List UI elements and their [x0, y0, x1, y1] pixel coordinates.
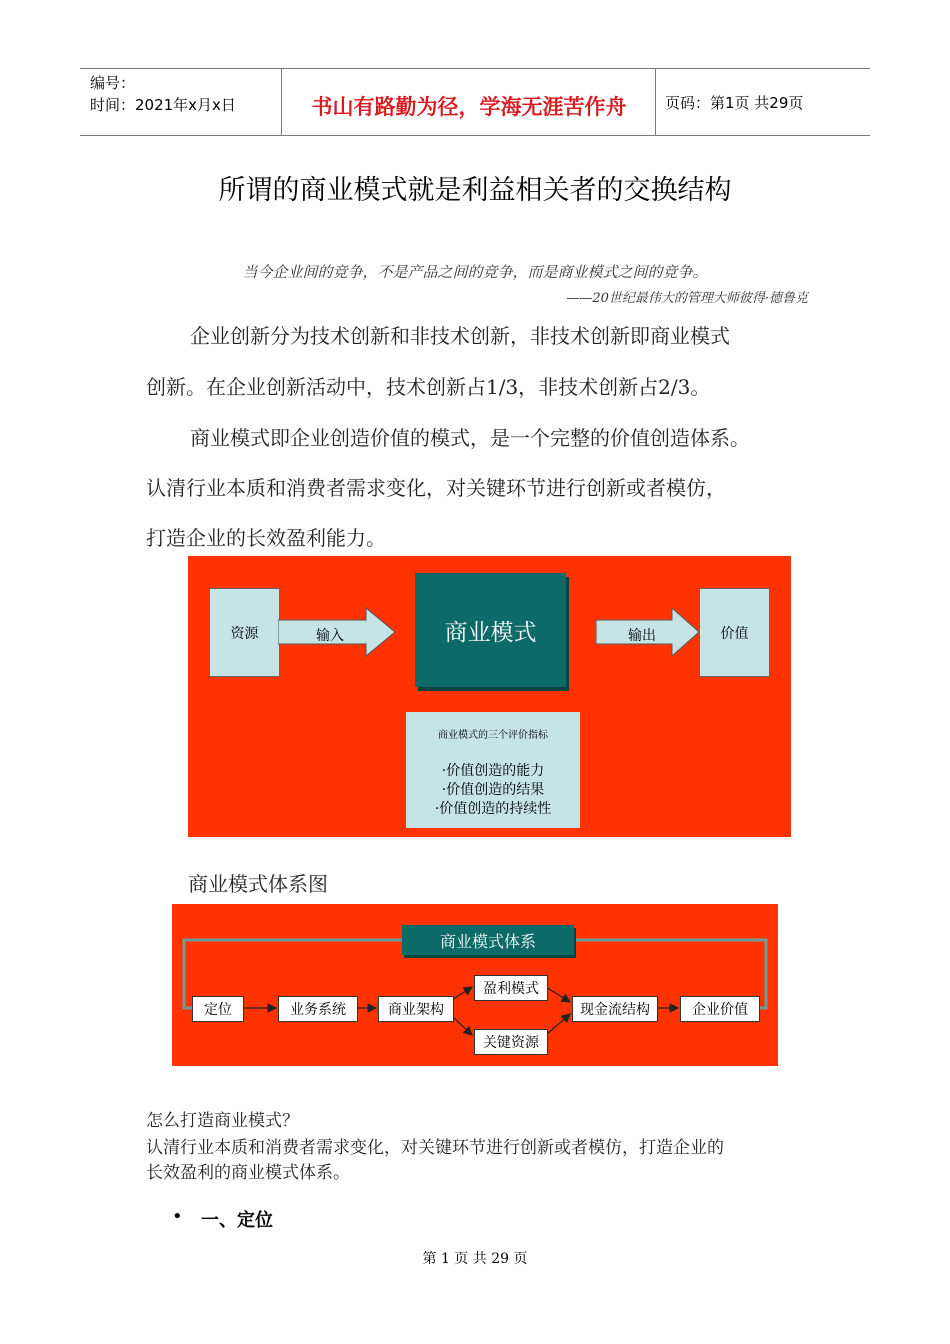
header-divider-left — [281, 68, 282, 136]
value-box: 价值 — [699, 588, 770, 677]
business-model-system-diagram — [172, 904, 778, 1066]
page-title: 所谓的商业模式就是利益相关者的交换结构 — [218, 175, 732, 206]
paragraph-line: 商业模式即企业创造价值的模式，是一个完整的价值创造体系。 — [190, 426, 750, 450]
bullet-icon: • — [172, 1206, 183, 1227]
paragraph-line: 创新。在企业创新活动中，技术创新占1/3，非技术创新占2/3。 — [146, 375, 711, 399]
number-label: 编号： — [90, 74, 136, 92]
architecture-box: 商业架构 — [378, 996, 454, 1022]
howto-line: 长效盈利的商业模式体系。 — [146, 1163, 350, 1183]
header-divider-right — [655, 68, 656, 136]
cashflow-box: 现金流结构 — [572, 996, 658, 1022]
page-footer: 第 1 页 共 29 页 — [422, 1251, 528, 1267]
system-title: 商业模式体系 — [402, 925, 574, 955]
howto-line: 认清行业本质和消费者需求变化，对关键环节进行创新或者模仿，打造企业的 — [146, 1138, 724, 1158]
header-motto: 书山有路勤为径，学海无涯苦作舟 — [311, 94, 627, 119]
header-meta — [90, 72, 236, 116]
enterprise-value-box: 企业价值 — [680, 996, 760, 1022]
howto-question: 怎么打造商业模式？ — [146, 1111, 299, 1131]
header-page-info: 页码：第1页 共29页 — [665, 94, 804, 112]
evaluation-item: ·价值创造的能力 — [441, 763, 545, 779]
business-system-box: 业务系统 — [278, 996, 358, 1022]
diagram-caption: 商业模式体系图 — [188, 872, 328, 896]
quote-text: 当今企业间的竞争，不是产品之间的竞争，而是商业模式之间的竞争。 — [242, 263, 708, 281]
header-bottom-border — [80, 135, 870, 136]
evaluation-item: ·价值创造的结果 — [441, 782, 545, 798]
header-top-border — [80, 68, 870, 69]
section-heading: 一、定位 — [201, 1210, 273, 1231]
paragraph-line: 打造企业的长效盈利能力。 — [146, 526, 386, 550]
evaluation-item: ·价值创造的持续性 — [434, 801, 552, 817]
input-label: 输入 — [316, 628, 344, 644]
positioning-box: 定位 — [192, 996, 244, 1022]
evaluation-list — [406, 762, 580, 819]
resource-box: 资源 — [209, 588, 280, 677]
time-label: 时间：2021年x月x日 — [90, 96, 236, 114]
output-label: 输出 — [628, 628, 656, 644]
profit-model-box: 盈利模式 — [474, 975, 548, 1001]
evaluation-title: 商业模式的三个评价指标 — [438, 730, 548, 741]
paragraph-line: 认清行业本质和消费者需求变化，对关键环节进行创新或者模仿， — [146, 476, 726, 500]
key-resources-box: 关键资源 — [474, 1029, 548, 1055]
paragraph-line: 企业创新分为技术创新和非技术创新，非技术创新即商业模式 — [190, 324, 730, 348]
quote-source: ——20世纪最伟大的管理大师彼得·德鲁克 — [566, 291, 808, 306]
business-model-diagram — [188, 556, 791, 837]
evaluation-box — [406, 712, 580, 828]
business-model-core: 商业模式 — [415, 573, 566, 687]
